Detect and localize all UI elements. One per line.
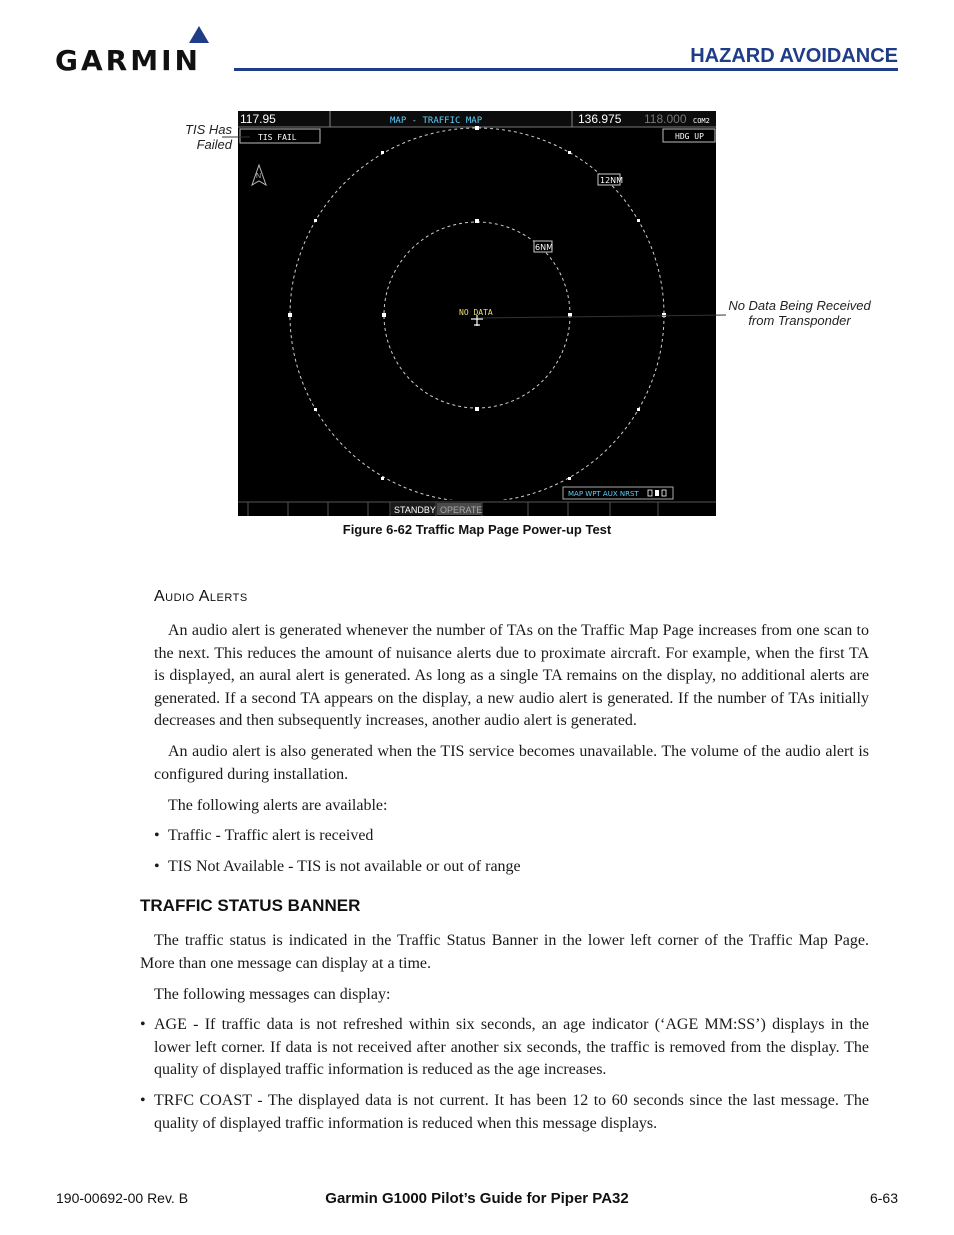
audio-alerts-heading: Audio Alerts — [154, 588, 248, 605]
callout-tis-failed: TIS Has Failed — [185, 122, 232, 152]
footer-title: Garmin G1000 Pilot’s Guide for Piper PA32 — [325, 1190, 629, 1207]
list-item: • AGE - If traffic data is not refreshed within six seconds, an age indicator (‘AGE MM:SS’) displays in the lower left corner. If data is not received after another six seconds, the traffic is removed from the display. The quality of displayed traffic information is reduced as the age increases. — [140, 1016, 869, 1078]
com-label: COM2 — [693, 117, 710, 125]
audio-alerts-paragraph-2: An audio alert is also generated when the TIS service becomes unavailable. The volume of the audio alert is configured during installation. — [154, 743, 869, 783]
list-item: • TRFC COAST - The displayed data is not current. It has been 12 to 60 seconds since the last message. The quality of displayed traffic information is reduced when this message displays. — [140, 1092, 869, 1132]
footer-page-number: 6-63 — [869, 1190, 898, 1206]
callout-no-data: No Data Being Received from Transponder — [728, 298, 871, 328]
list-item: • Traffic - Traffic alert is received — [154, 827, 374, 844]
audio-alerts-paragraph-3: The following alerts are available: — [168, 797, 388, 814]
logo-wordmark: GARMIN — [55, 44, 201, 77]
audio-alerts-paragraph-1: An audio alert is generated whenever the number of TAs on the Traffic Map Page increases from one scan to the next. This reduces the amount of nuisance alerts due to proximate aircraft. For example, when the first TA is displayed, an aural alert is generated. As long as a single TA remains on the display, no additional alerts are generated. If a second TA appears on the display, a new audio alert is generated. If the number of TAs initially decreases and then subsequently increases, another audio alert is generated. — [154, 622, 869, 729]
section-title: HAZARD AVOIDANCE — [690, 45, 898, 67]
page-group-label: MAP WPT AUX NRST — [568, 490, 639, 498]
orientation-text: HDG UP — [675, 132, 704, 141]
traffic-banner-paragraph-1: The traffic status is indicated in the Traffic Status Banner in the lower left corner of the Traffic Map Page. More than one message can display at a time. — [140, 932, 869, 972]
standby-softkey-label: STANDBY — [394, 505, 436, 515]
nav-active-frequency: 136.975 — [578, 112, 622, 126]
com-active-frequency: 117.95 — [240, 112, 276, 126]
traffic-banner-paragraph-2: The following messages can display: — [154, 986, 391, 1003]
traffic-status-banner-heading: TRAFFIC STATUS BANNER — [140, 896, 361, 915]
figure-caption: Figure 6-62 Traffic Map Page Power-up Test — [342, 522, 612, 537]
no-data-text: NO DATA — [459, 308, 493, 317]
standby-frequency: 118.000 — [644, 112, 687, 126]
list-item: • TIS Not Available - TIS is not available or out of range — [154, 858, 521, 875]
svg-text:N: N — [256, 173, 262, 180]
operate-softkey-label: OPERATE — [440, 505, 483, 515]
range-label-outer: 12NM — [600, 176, 624, 185]
tis-fail-text: TIS FAIL — [258, 133, 297, 142]
page-title: MAP - TRAFFIC MAP — [390, 116, 483, 126]
footer-doc-number: 190-00692-00 Rev. B — [56, 1190, 189, 1206]
range-label-inner: 6NM — [535, 243, 553, 252]
